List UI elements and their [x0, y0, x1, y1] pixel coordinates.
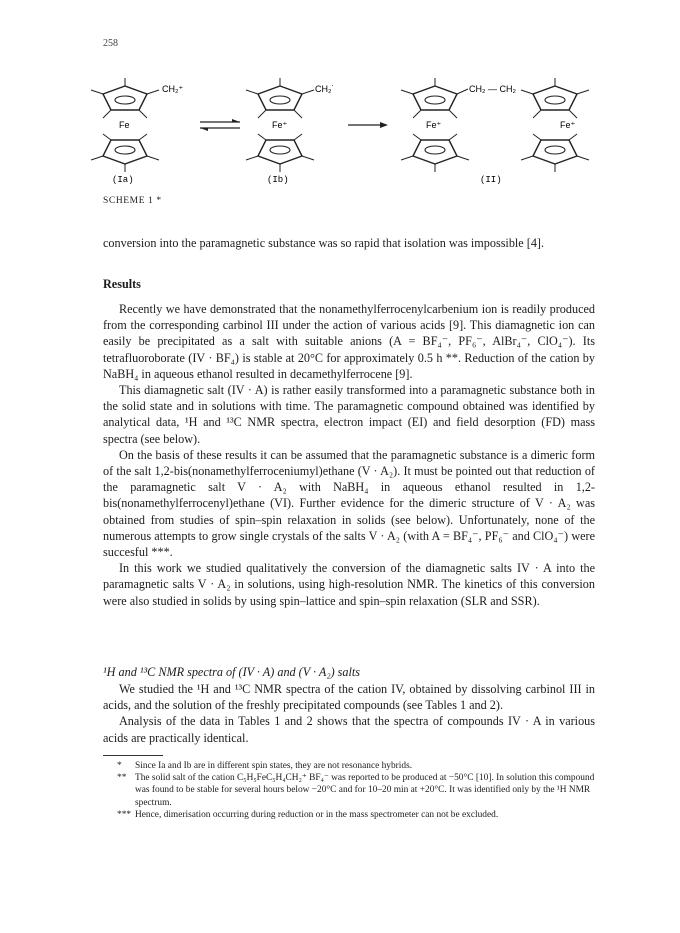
- footnote: [117, 760, 597, 772]
- footnote-text: The solid salt of the cation C₅H₅FeC₅H₄CH₂⁺ BF₄⁻ was reported to be produced at −50°C [10]. In solution this compound was found to be stable for several hours below −20°C and for 10–20 min at +20°C. It was identified only by the ¹H NMR spectrum.: [135, 773, 595, 808]
- results-paragraph: On the basis of these results it can be assumed that the paramagnetic substance is a dimeric form of the salt 1,2-bis(nonamethylferroceniumyl)ethane (V · A₂). It must be pointed out that reduction of the paramagnetic salt V · A₂ with NaBH₄ in aqueous ethanol resulted in 1,2-bis(nonamethylferrocenyl)ethane (VI). Further evidence for the dimeric structure of V · A₂ was obtained from studies of spin–spin relaxation in solids (see below). Unfortunately, none of the numerous attempts to grow single crystals of the salts V · A₂ (with A = BF₄⁻, PF₆⁻ and ClO₄⁻) were succesful ***.: [103, 447, 595, 560]
- nmr-paragraph: Analysis of the data in Tables 1 and 2 shows that the spectra of compounds IV · A in various acids are practically identical.: [103, 714, 595, 745]
- label-ib: (Ib): [267, 175, 289, 185]
- nmr-section: [103, 681, 595, 746]
- results-paragraph: Recently we have demonstrated that the nonamethylferrocenylcarbenium ion is readily produced from the corresponding carbinol III under the action of various acids [9]. This diamagnetic ion can easily be precipitated as a salt with suitable anions (A = BF₄⁻, PF₆⁻, AlBr₄⁻, ClO₄⁻). Its tetrafluoroborate (IV · BF₄) is stable at 20°C for approximately 0.5 h **. Reduction of the cation by NaBH₄ in aqueous ethanol resulted in decamethylferrocene [9].: [103, 302, 595, 381]
- scheme-caption: SCHEME 1 *: [103, 196, 162, 206]
- structure-ii-right: [521, 78, 589, 172]
- label-ch2-ia: CH₂⁺: [162, 84, 184, 94]
- scheme-drawing: [90, 70, 610, 210]
- footnote: [117, 772, 597, 809]
- page-number: 258: [103, 38, 118, 49]
- equilibrium-arrow: [200, 119, 240, 131]
- footnote-text: Since Ia and Ib are in different spin states, they are not resonance hybrids.: [135, 761, 413, 771]
- label-ii: (II): [480, 175, 502, 185]
- footnote-rule: [103, 755, 163, 756]
- results-heading: Results: [103, 277, 141, 291]
- label-fe-ia: Fe: [119, 120, 130, 130]
- results-section: [103, 301, 595, 609]
- reaction-arrow: [348, 122, 388, 128]
- footnote-mark: *: [117, 761, 122, 771]
- label-fe-ii-right: Fe⁺: [560, 120, 576, 130]
- footnote-mark: ***: [117, 809, 132, 820]
- footnotes: [117, 760, 597, 821]
- label-fe-ii-left: Fe⁺: [426, 120, 442, 130]
- intro-paragraph: conversion into the paramagnetic substance was so rapid that isolation was impossible [4].: [103, 236, 545, 250]
- footnote: [117, 809, 597, 821]
- label-fe-ib: Fe⁺: [272, 120, 288, 130]
- footnote-text: Hence, dimerisation occurring during reduction or in the mass spectrometer can not be excluded.: [135, 809, 499, 820]
- results-paragraph: In this work we studied qualitatively the conversion of the diamagnetic salts IV · A into the paramagnetic salts V · A₂ in solutions, using high-resolution NMR. The kinetics of this conversion were also studied in solids by using spin–lattice and spin–spin relaxation (SLR and SSR).: [103, 561, 595, 608]
- nmr-paragraph: We studied the ¹H and ¹³C NMR spectra of the cation IV, obtained by dissolving carbinol III in acids, and the solution of the freshly precipitated compounds (see Tables 1 and 2).: [103, 682, 595, 713]
- label-ia: (Ia): [112, 175, 134, 185]
- reaction-scheme: [90, 70, 610, 210]
- label-ch2-ib: CH₂˙: [315, 84, 335, 94]
- nmr-subheading: ¹H and ¹³C NMR spectra of (IV · A) and (V · A₂) salts: [103, 665, 361, 679]
- label-ch2ch2: CH₂ — CH₂: [469, 84, 516, 94]
- footnote-mark: **: [117, 773, 127, 784]
- results-paragraph: This diamagnetic salt (IV · A) is rather easily transformed into a paramagnetic substance both in the solid state and in solutions with time. The paramagnetic compound obtained was identified by analytical data, ¹H and ¹³C NMR spectra, electron impact (EI) and field desorption (FD) mass spectra (see below).: [103, 383, 595, 446]
